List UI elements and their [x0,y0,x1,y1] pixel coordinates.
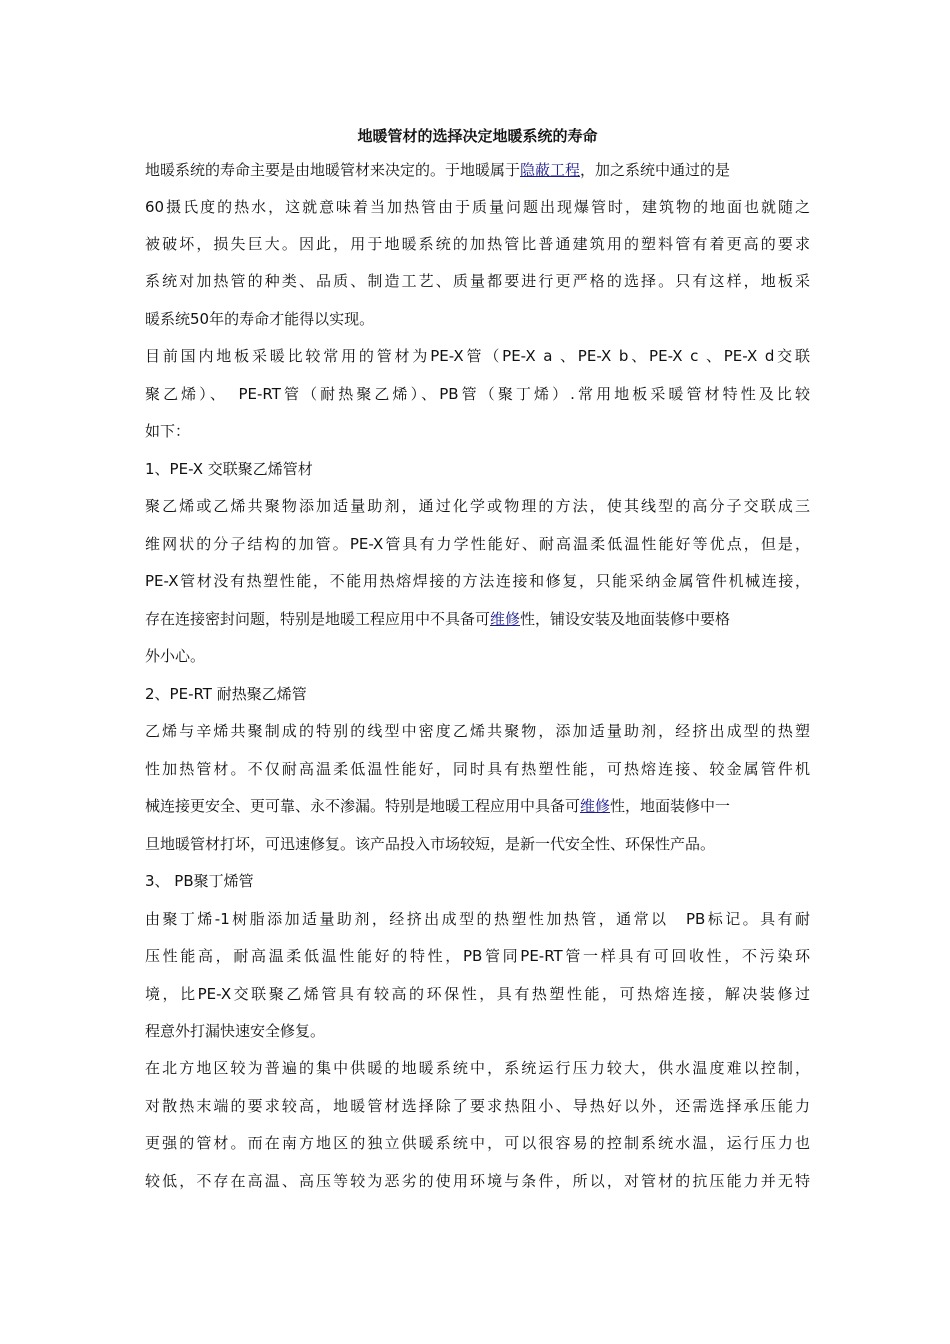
paragraph-line: 60摄氏度的热水，这就意味着当加热管由于质量问题出现爆管时，建筑物的地面也就随之 [145,198,810,216]
section-heading-2: 2、PE-RT 耐热聚乙烯管 [145,685,307,703]
section-heading-3: 3、 PB聚丁烯管 [145,872,254,890]
paragraph-line: PE-X管材没有热塑性能，不能用热熔焊接的方法连接和修复，只能采纳金属管件机械连接， [145,572,810,590]
paragraph-line: 聚乙烯）、 PE-RT管（耐热聚乙烯）、PB管（聚丁烯）.常用地板采暖管材特性及比较 [145,385,810,403]
paragraph-line: 目前国内地板采暖比较常用的管材为PE-X管（PE-X a 、PE-X b、PE-X c 、PE-X d交联 [145,347,810,365]
paragraph-line: 压性能高，耐高温柔低温性能好的特性，PB管同PE-RT管一样具有可回收性，不污染环 [145,947,810,965]
paragraph-line: 被破坏，损失巨大。因此，用于地暖系统的加热管比普通建筑用的塑料管有着更高的要求 [145,235,810,253]
paragraph-line: 系统对加热管的种类、品质、制造工艺、质量都要进行更严格的选择。只有这样，地板采 [145,272,810,290]
paragraph-line [145,794,730,818]
text-run: 性，铺设安装及地面装修中要格 [520,610,731,628]
paragraph-line: 乙烯与辛烯共聚制成的特别的线型中密度乙烯共聚物，添加适量助剂，经挤出成型的热塑 [145,722,810,740]
text-run: ，加之系统中通过的是 [580,161,731,179]
paragraph-line: 维网状的分子结构的加管。PE-X管具有力学性能好、耐高温柔低温性能好等优点，但是， [145,535,810,553]
paragraph-line: 暖系统50年的寿命才能得以实现。 [145,310,375,328]
text-run: 地暖系统的寿命主要是由地暖管材来决定的。于地暖属于 [145,161,521,179]
text-run: 存在连接密封问题，特别是地暖工程应用中不具备可 [145,610,491,628]
paragraph-line: 程意外打漏快速安全修复。 [145,1022,326,1040]
paragraph-line: 对散热末端的要求较高，地暖管材选择除了要求热阻小、导热好以外，还需选择承压能力 [145,1097,810,1115]
paragraph-line: 性加热管材。不仅耐高温柔低温性能好，同时具有热塑性能，可热熔连接、较金属管件机 [145,760,810,778]
text-run: 性，地面装修中一 [610,797,731,815]
hidden-project-link[interactable]: 隐蔽工程 [520,161,581,179]
paragraph-line: 外小心。 [145,647,206,665]
maintenance-link[interactable]: 维修 [490,610,521,628]
paragraph-line: 由聚丁烯-1树脂添加适量助剂，经挤出成型的热塑性加热管，通常以 PB标记。具有耐 [145,910,810,928]
paragraph-line: 在北方地区较为普遍的集中供暖的地暖系统中，系统运行压力较大，供水温度难以控制， [145,1059,810,1077]
paragraph-line: 境，比PE-X交联聚乙烯管具有较高的环保性，具有热塑性能，可热熔连接，解决装修过 [145,985,810,1003]
paragraph-line: 更强的管材。而在南方地区的独立供暖系统中，可以很容易的控制系统水温，运行压力也 [145,1134,810,1152]
paragraph-line: 如下： [145,422,191,440]
maintenance-link[interactable]: 维修 [580,797,611,815]
text-run: 械连接更安全、更可靠、永不渗漏。特别是地暖工程应用中具备可 [145,797,581,815]
paragraph-line: 较低，不存在高温、高压等较为恶劣的使用环境与条件，所以，对管材的抗压能力并无特 [145,1172,810,1190]
paragraph-line: 旦地暖管材打坏，可迅速修复。该产品投入市场较短，是新一代安全性、环保性产品。 [145,835,716,853]
paragraph-line [145,607,730,631]
paragraph-line: 聚乙烯或乙烯共聚物添加适量助剂，通过化学或物理的方法，使其线型的高分子交联成三 [145,497,810,515]
paragraph-line [145,158,730,182]
section-heading-1: 1、PE-X 交联聚乙烯管材 [145,460,313,478]
document-title: 地暖管材的选择决定地暖系统的寿命 [357,127,598,145]
